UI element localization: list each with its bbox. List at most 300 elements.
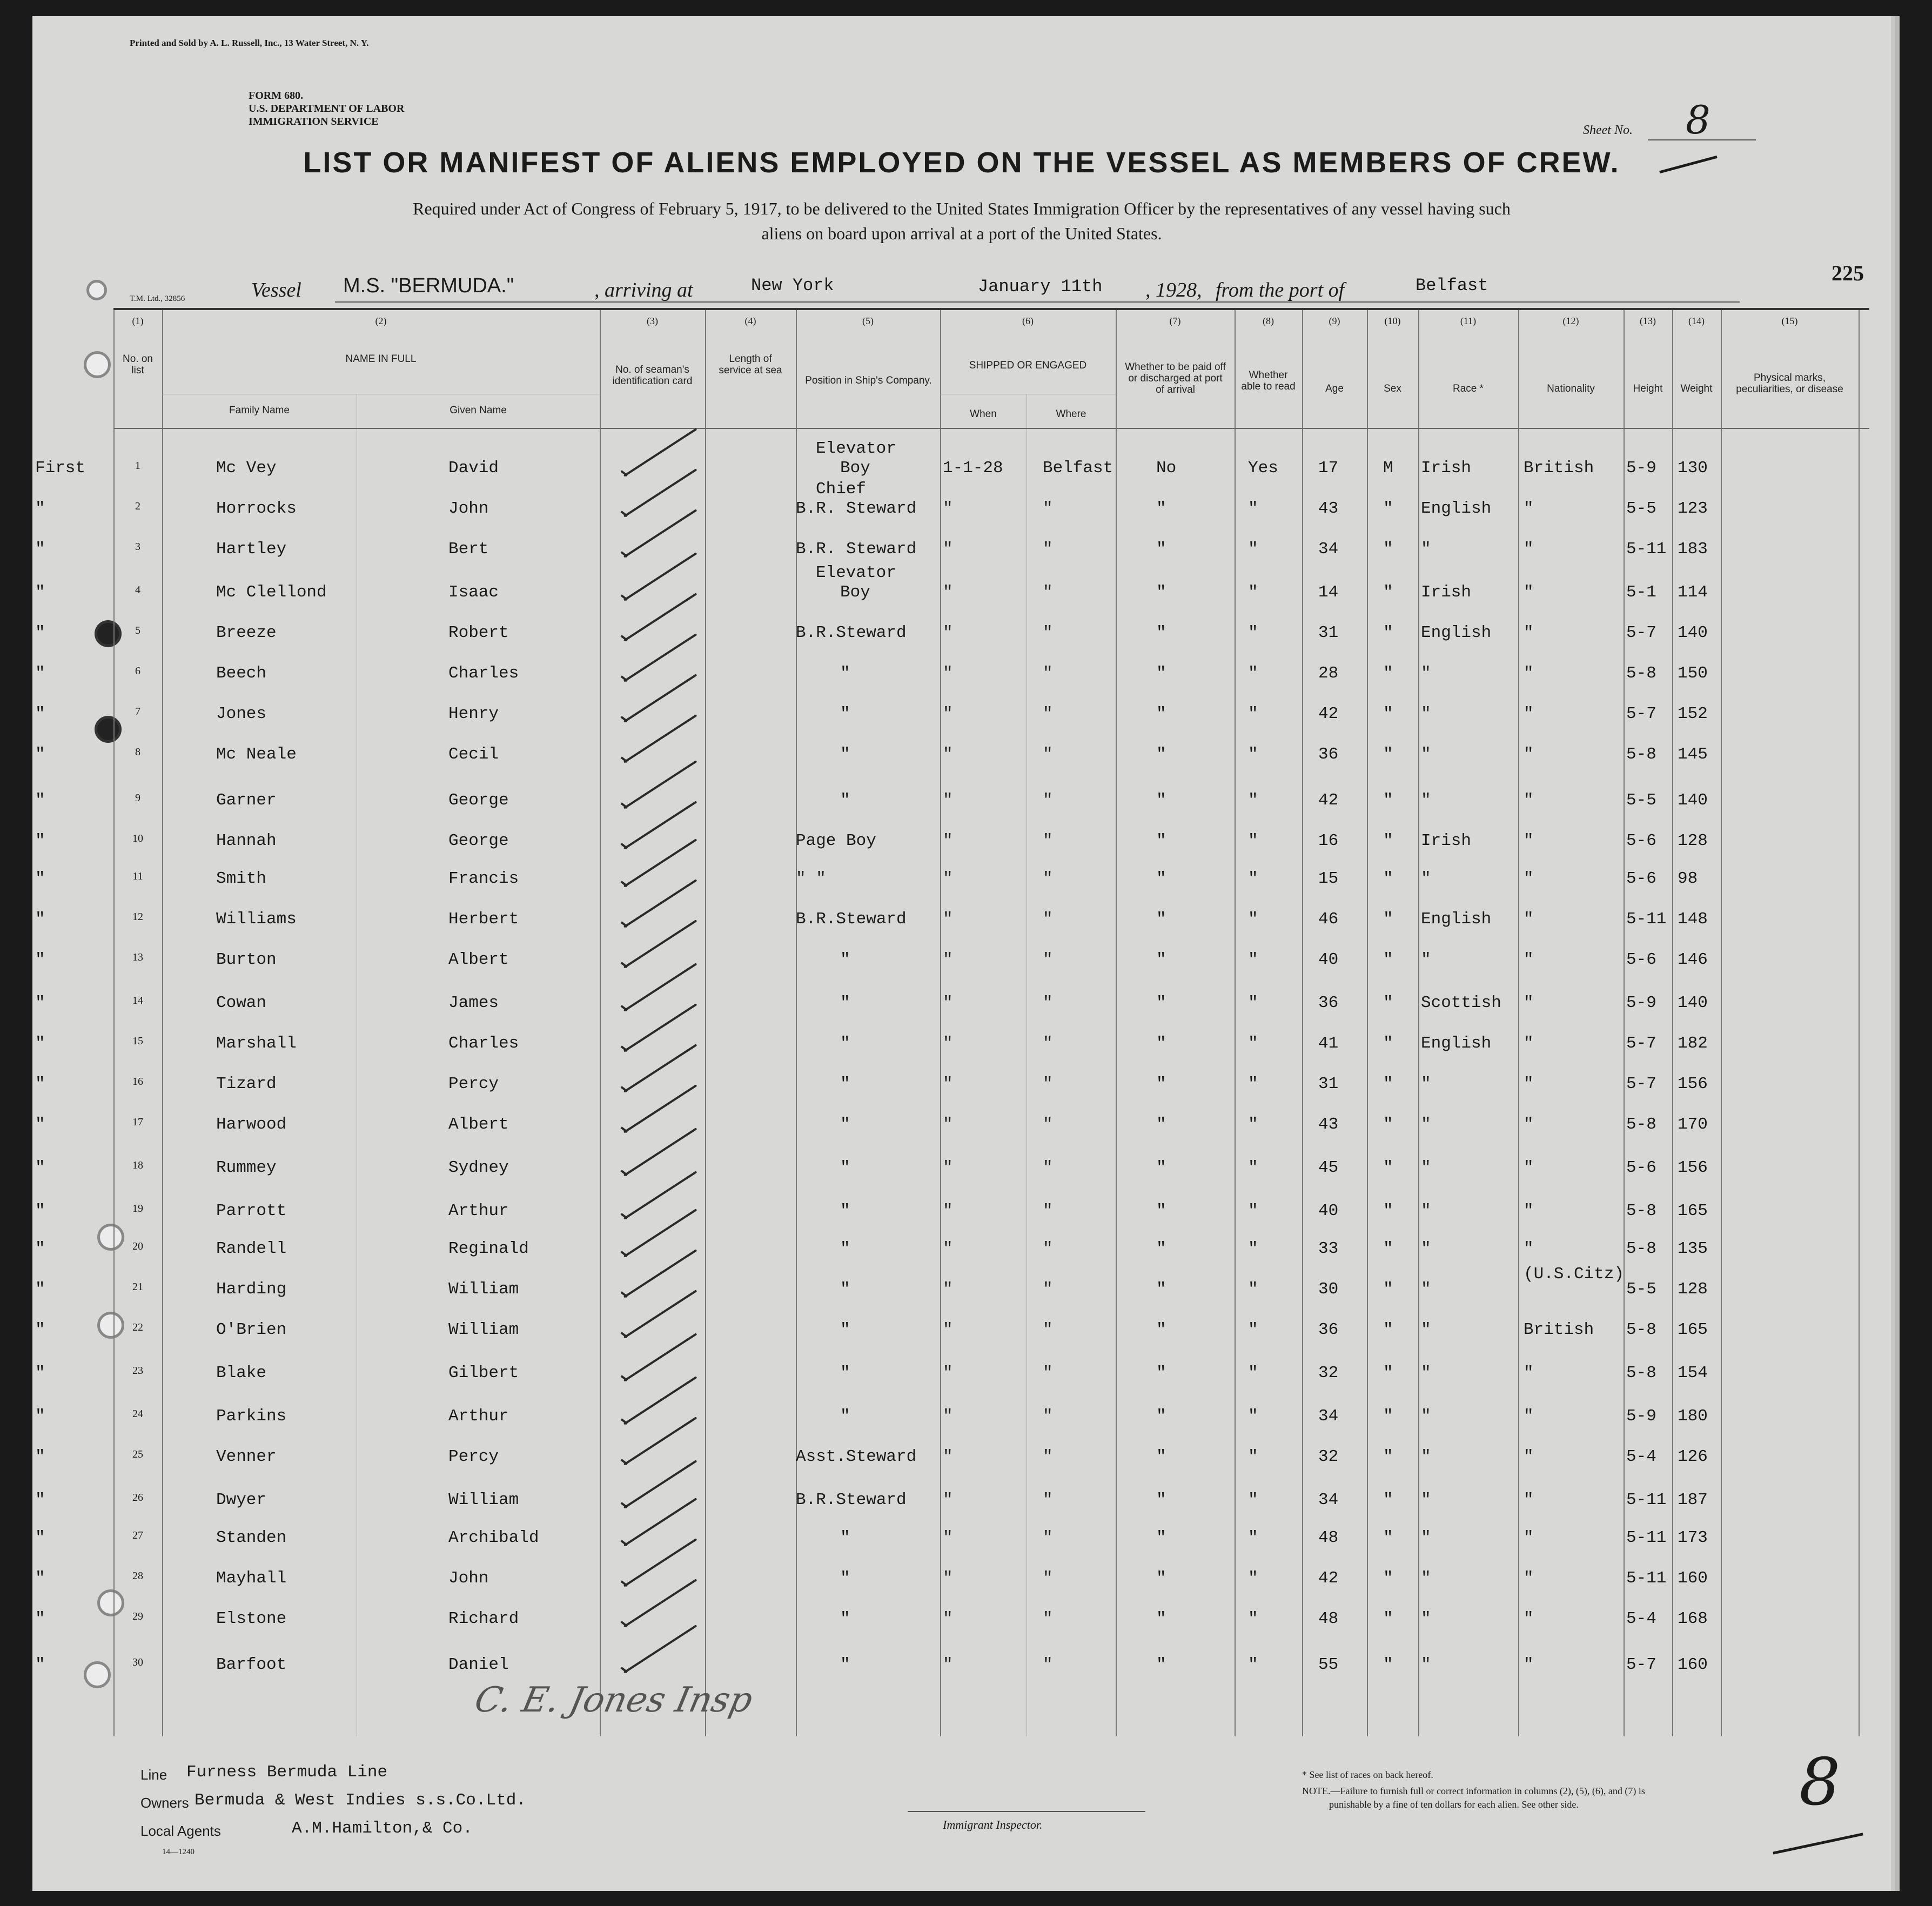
crew-paid-off: " [1156, 1034, 1166, 1053]
crew-shipped-when: " [943, 1280, 953, 1299]
crew-age: 42 [1318, 791, 1339, 810]
crew-nationality: " [1524, 1491, 1534, 1509]
crew-nationality: " [1524, 745, 1534, 764]
crew-row-number: 11 [132, 870, 143, 882]
crew-weight: 173 [1678, 1528, 1708, 1547]
crew-height: 5-8 [1626, 1364, 1656, 1382]
crew-row-prefix: " [35, 1320, 45, 1339]
col-3-header: No. of seaman's identification card [612, 364, 693, 387]
form-department: U.S. DEPARTMENT OF LABOR [249, 103, 405, 115]
crew-shipped-where: " [1043, 1491, 1053, 1509]
crew-shipped-when: " [943, 1491, 953, 1509]
crew-age: 32 [1318, 1364, 1339, 1382]
crew-shipped-where: " [1043, 869, 1053, 888]
crew-paid-off: " [1156, 1407, 1166, 1426]
crew-nationality: " [1524, 1407, 1534, 1426]
crew-nationality: " [1524, 1447, 1534, 1466]
col-4-number: (4) [744, 316, 756, 326]
crew-given-name: Francis [448, 869, 519, 888]
crew-shipped-when: " [943, 1609, 953, 1628]
crew-row-prefix: " [35, 1407, 45, 1426]
crew-given-name: Daniel [448, 1655, 509, 1674]
crew-row-prefix: " [35, 1528, 45, 1547]
crew-row-number: 29 [132, 1610, 143, 1622]
crew-shipped-when: " [943, 1202, 953, 1220]
crew-shipped-where: " [1043, 1158, 1053, 1177]
crew-weight: 168 [1678, 1609, 1708, 1628]
crew-shipped-where: " [1043, 1075, 1053, 1093]
crew-age: 34 [1318, 540, 1339, 559]
crew-weight: 128 [1678, 1280, 1708, 1299]
col-13-number: (13) [1640, 316, 1656, 326]
crew-weight: 165 [1678, 1202, 1708, 1220]
col-14-header: Weight [1680, 383, 1713, 394]
crew-position: B.R. Steward [796, 540, 917, 559]
crew-sex: " [1383, 1609, 1393, 1628]
crew-family-name: Dwyer [216, 1491, 267, 1509]
crew-shipped-when: " [943, 1407, 953, 1426]
crew-position: Asst.Steward [796, 1447, 917, 1466]
crew-age: 31 [1318, 1075, 1339, 1093]
crew-sex: " [1383, 950, 1393, 969]
col-15-number: (15) [1781, 316, 1798, 326]
crew-race: " [1421, 1239, 1431, 1258]
crew-sex: " [1383, 1202, 1393, 1220]
crew-able-to-read: " [1248, 1447, 1258, 1466]
crew-age: 16 [1318, 831, 1339, 850]
crew-height: 5-5 [1626, 499, 1656, 518]
crew-weight: 154 [1678, 1364, 1708, 1382]
id-card-check-mark [623, 879, 697, 928]
id-card-check-mark [623, 1417, 697, 1465]
crew-able-to-read: " [1248, 791, 1258, 810]
crew-able-to-read: " [1248, 1280, 1258, 1299]
crew-position: " [840, 664, 850, 683]
crew-age: 48 [1318, 1609, 1339, 1628]
crew-height: 5-5 [1626, 1280, 1656, 1299]
crew-row-number: 18 [132, 1159, 143, 1171]
crew-paid-off: " [1156, 910, 1166, 929]
crew-nationality: " [1524, 704, 1534, 723]
crew-family-name: Parkins [216, 1407, 287, 1426]
col-9-header: Age [1325, 383, 1344, 394]
crew-shipped-where: " [1043, 1609, 1053, 1628]
crew-age: 36 [1318, 745, 1339, 764]
col-6-number: (6) [1022, 316, 1034, 326]
crew-shipped-where: " [1043, 1034, 1053, 1053]
crew-age: 30 [1318, 1280, 1339, 1299]
crew-given-name: Arthur [448, 1202, 509, 1220]
sheet-number-label: Sheet No. [1583, 123, 1633, 137]
vessel-name: M.S. "BERMUDA." [343, 274, 514, 297]
crew-position: " [840, 1202, 850, 1220]
crew-able-to-read: " [1248, 1528, 1258, 1547]
crew-able-to-read: " [1248, 623, 1258, 642]
crew-weight: 140 [1678, 791, 1708, 810]
crew-family-name: Williams [216, 910, 297, 929]
crew-sex: " [1383, 1034, 1393, 1053]
crew-nationality: " [1524, 1202, 1534, 1220]
crew-shipped-where: " [1043, 1239, 1053, 1258]
crew-shipped-where: " [1043, 1407, 1053, 1426]
crew-nationality: " [1524, 1158, 1534, 1177]
crew-row-prefix: " [35, 1280, 45, 1299]
vessel-label: Vessel [251, 279, 301, 301]
crew-weight: 128 [1678, 831, 1708, 850]
arrival-year: , 1928, [1145, 279, 1202, 301]
col-4-header: Length of service at sea [719, 353, 782, 376]
crew-race: Scottish [1421, 994, 1501, 1012]
crew-able-to-read: " [1248, 869, 1258, 888]
crew-row-prefix: " [35, 910, 45, 929]
crew-height: 5-8 [1626, 745, 1656, 764]
crew-position: B.R.Steward [796, 1491, 907, 1509]
crew-given-name: John [448, 1569, 489, 1588]
crew-paid-off: " [1156, 1569, 1166, 1588]
crew-family-name: Smith [216, 869, 267, 888]
crew-row-prefix: " [35, 704, 45, 723]
crew-position: Boy [840, 583, 870, 602]
crew-paid-off: " [1156, 1239, 1166, 1258]
crew-shipped-when: " [943, 791, 953, 810]
race-note: * See list of races on back hereof. [1302, 1769, 1433, 1780]
col-10-header: Sex [1384, 383, 1401, 394]
crew-race: " [1421, 704, 1431, 723]
crew-family-name: Jones [216, 704, 267, 723]
crew-paid-off: " [1156, 745, 1166, 764]
crew-position: " [840, 791, 850, 810]
crew-row-prefix: " [35, 1609, 45, 1628]
owners-value: Bermuda & West Indies s.s.Co.Ltd. [194, 1791, 526, 1810]
crew-race: Irish [1421, 459, 1472, 478]
crew-row-number: 5 [135, 625, 140, 636]
arrival-date: January 11th [978, 277, 1103, 297]
crew-row-number: 21 [132, 1281, 143, 1293]
crew-paid-off: " [1156, 1202, 1166, 1220]
crew-race: " [1421, 950, 1431, 969]
crew-given-name: Arthur [448, 1407, 509, 1426]
crew-weight: 180 [1678, 1407, 1708, 1426]
crew-race: English [1421, 1034, 1492, 1053]
crew-family-name: Blake [216, 1364, 267, 1382]
crew-race: " [1421, 1528, 1431, 1547]
from-port-label: from the port of [1216, 279, 1345, 301]
crew-family-name: Barfoot [216, 1655, 287, 1674]
crew-weight: 156 [1678, 1158, 1708, 1177]
crew-race: " [1421, 1202, 1431, 1220]
agents-value: A.M.Hamilton,& Co. [292, 1819, 473, 1838]
printer-imprint: Printed and Sold by A. L. Russell, Inc., 13 Water Street, N. Y. [130, 38, 369, 48]
crew-position: " [840, 1320, 850, 1339]
crew-paid-off: " [1156, 831, 1166, 850]
crew-given-name: William [448, 1280, 519, 1299]
crew-given-name: Archibald [448, 1528, 539, 1547]
col-12-number: (12) [1562, 316, 1579, 326]
id-card-check-mark [623, 801, 697, 849]
col-8-header: Whether able to read [1241, 370, 1296, 392]
crew-given-name: Gilbert [448, 1364, 519, 1382]
id-card-check-mark [623, 1209, 697, 1257]
footer-form-code: 14—1240 [162, 1848, 194, 1856]
crew-given-name: Herbert [448, 910, 519, 929]
crew-height: 5-6 [1626, 831, 1656, 850]
crew-race: English [1421, 499, 1492, 518]
crew-paid-off: " [1156, 1447, 1166, 1466]
crew-family-name: Standen [216, 1528, 287, 1547]
crew-given-name: Reginald [448, 1239, 529, 1258]
crew-family-name: O'Brien [216, 1320, 287, 1339]
id-card-check-mark [623, 1579, 697, 1627]
crew-row-prefix: " [35, 1491, 45, 1509]
crew-shipped-where: " [1043, 1202, 1053, 1220]
crew-given-name: George [448, 791, 509, 810]
crew-shipped-when: " [943, 623, 953, 642]
crew-paid-off: " [1156, 869, 1166, 888]
id-card-check-mark [623, 1538, 697, 1587]
id-card-check-mark [623, 760, 697, 809]
crew-row-prefix: " [35, 791, 45, 810]
crew-shipped-where: " [1043, 583, 1053, 602]
crew-family-name: Garner [216, 791, 277, 810]
crew-position: " [840, 1364, 850, 1382]
id-card-check-mark [623, 1290, 697, 1338]
crew-height: 5-7 [1626, 623, 1656, 642]
crew-nationality: (U.S.Citz) [1524, 1265, 1625, 1284]
crew-race: " [1421, 1407, 1431, 1426]
crew-family-name: Breeze [216, 623, 277, 642]
crew-given-name: Charles [448, 664, 519, 683]
id-card-check-mark [623, 838, 697, 887]
crew-race: " [1421, 745, 1431, 764]
crew-height: 5-7 [1626, 1034, 1656, 1053]
col-2b-header: Given Name [450, 405, 507, 416]
crew-family-name: Parrott [216, 1202, 287, 1220]
crew-race: " [1421, 791, 1431, 810]
crew-shipped-when: " [943, 1034, 953, 1053]
crew-given-name: Albert [448, 950, 509, 969]
col-13-header: Height [1633, 383, 1663, 394]
crew-weight: 126 [1678, 1447, 1708, 1466]
crew-position: B.R.Steward [796, 623, 907, 642]
crew-race: " [1421, 869, 1431, 888]
crew-age: 48 [1318, 1528, 1339, 1547]
crew-able-to-read: Yes [1248, 459, 1278, 478]
crew-family-name: Beech [216, 664, 267, 683]
crew-able-to-read: " [1248, 1034, 1258, 1053]
crew-race: " [1421, 1280, 1431, 1299]
crew-paid-off: " [1156, 791, 1166, 810]
crew-family-name: Harding [216, 1280, 287, 1299]
crew-shipped-when: " [943, 831, 953, 850]
crew-row-number: 24 [132, 1408, 143, 1420]
crew-family-name: Randell [216, 1239, 287, 1258]
crew-position: B.R.Steward [796, 910, 907, 929]
crew-paid-off: " [1156, 499, 1166, 518]
crew-row-prefix: " [35, 1075, 45, 1093]
crew-height: 5-9 [1626, 994, 1656, 1012]
crew-nationality: British [1524, 1320, 1594, 1339]
crew-shipped-when: " [943, 1364, 953, 1382]
crew-position: " [840, 704, 850, 723]
col-7-number: (7) [1169, 316, 1181, 326]
crew-row-prefix: " [35, 1569, 45, 1588]
crew-age: 34 [1318, 1491, 1339, 1509]
crew-given-name: William [448, 1491, 519, 1509]
crew-height: 5-11 [1626, 1491, 1667, 1509]
crew-position: " [840, 1569, 850, 1588]
id-card-check-mark [623, 1333, 697, 1381]
crew-nationality: " [1524, 994, 1534, 1012]
crew-able-to-read: " [1248, 540, 1258, 559]
crew-position: " [840, 1239, 850, 1258]
sheet-number-value: 8 [1686, 97, 1710, 143]
crew-nationality: " [1524, 1569, 1534, 1588]
crew-nationality: " [1524, 1115, 1534, 1134]
crew-age: 42 [1318, 704, 1339, 723]
form-service: IMMIGRATION SERVICE [249, 116, 379, 127]
crew-row-number: 4 [135, 584, 140, 596]
crew-position: Boy [840, 459, 870, 478]
crew-shipped-when: " [943, 994, 953, 1012]
crew-given-name: James [448, 994, 499, 1012]
crew-paid-off: " [1156, 1320, 1166, 1339]
crew-height: 5-6 [1626, 869, 1656, 888]
crew-nationality: " [1524, 664, 1534, 683]
crew-weight: 156 [1678, 1075, 1708, 1093]
col-5-number: (5) [862, 316, 874, 326]
crew-shipped-when: 1-1-28 [943, 459, 1003, 478]
crew-age: 17 [1318, 459, 1339, 478]
id-card-check-mark [623, 633, 697, 682]
crew-nationality: " [1524, 540, 1534, 559]
crew-shipped-when: " [943, 1075, 953, 1093]
crew-shipped-when: " [943, 704, 953, 723]
crew-shipped-when: " [943, 1320, 953, 1339]
crew-able-to-read: " [1248, 1239, 1258, 1258]
crew-sex: " [1383, 1320, 1393, 1339]
crew-given-name: Albert [448, 1115, 509, 1134]
crew-age: 36 [1318, 1320, 1339, 1339]
crew-able-to-read: " [1248, 745, 1258, 764]
crew-nationality: " [1524, 623, 1534, 642]
crew-row-prefix: " [35, 1655, 45, 1674]
crew-shipped-when: " [943, 745, 953, 764]
crew-sex: " [1383, 623, 1393, 642]
crew-nationality: " [1524, 1034, 1534, 1053]
crew-family-name: Cowan [216, 994, 267, 1012]
crew-shipped-when: " [943, 583, 953, 602]
crew-position-line-1: Chief [816, 480, 867, 499]
crew-family-name: Hannah [216, 831, 277, 850]
crew-height: 5-4 [1626, 1609, 1656, 1628]
crew-able-to-read: " [1248, 1609, 1258, 1628]
crew-weight: 130 [1678, 459, 1708, 478]
crew-paid-off: No [1156, 459, 1177, 478]
crew-height: 5-7 [1626, 704, 1656, 723]
id-card-check-mark [623, 963, 697, 1011]
form-number: FORM 680. [249, 90, 304, 102]
crew-shipped-when: " [943, 664, 953, 683]
crew-age: 40 [1318, 1202, 1339, 1220]
crew-sex: " [1383, 745, 1393, 764]
corner-mark: 8 [1799, 1745, 1841, 1820]
crew-sex: " [1383, 1491, 1393, 1509]
crew-given-name: William [448, 1320, 519, 1339]
owners-label: Owners [140, 1795, 189, 1811]
crew-row-prefix: First [35, 459, 86, 478]
crew-shipped-where: " [1043, 950, 1053, 969]
crew-height: 5-7 [1626, 1655, 1656, 1674]
crew-given-name: Henry [448, 704, 499, 723]
crew-age: 41 [1318, 1034, 1339, 1053]
crew-paid-off: " [1156, 583, 1166, 602]
id-card-check-mark [623, 1460, 697, 1508]
crew-position: " [840, 1034, 850, 1053]
crew-shipped-where: " [1043, 499, 1053, 518]
col-8-number: (8) [1263, 316, 1274, 326]
crew-height: 5-9 [1626, 1407, 1656, 1426]
crew-race: Irish [1421, 831, 1472, 850]
crew-row-prefix: " [35, 1239, 45, 1258]
crew-sex: " [1383, 1407, 1393, 1426]
crew-shipped-where: " [1043, 1528, 1053, 1547]
crew-family-name: Venner [216, 1447, 277, 1466]
crew-paid-off: " [1156, 950, 1166, 969]
id-card-check-mark [623, 428, 697, 476]
crew-able-to-read: " [1248, 704, 1258, 723]
crew-shipped-where: " [1043, 1280, 1053, 1299]
crew-shipped-where: " [1043, 1569, 1053, 1588]
crew-sex: " [1383, 499, 1393, 518]
crew-race: " [1421, 1115, 1431, 1134]
crew-given-name: David [448, 459, 499, 478]
crew-able-to-read: " [1248, 499, 1258, 518]
id-card-check-mark [623, 468, 697, 517]
punch-hole [84, 351, 111, 378]
crew-able-to-read: " [1248, 950, 1258, 969]
id-card-check-mark [623, 1376, 697, 1425]
crew-weight: 183 [1678, 540, 1708, 559]
col-11-number: (11) [1460, 316, 1477, 326]
crew-nationality: " [1524, 910, 1534, 929]
crew-paid-off: " [1156, 994, 1166, 1012]
page-number: 225 [1832, 261, 1864, 285]
col-2-header: NAME IN FULL [345, 353, 417, 365]
crew-given-name: Isaac [448, 583, 499, 602]
crew-position: " [840, 745, 850, 764]
crew-row-prefix: " [35, 994, 45, 1012]
crew-table [35, 308, 1869, 1736]
penalty-note-2: punishable by a fine of ten dollars for each alien. See other side. [1329, 1799, 1579, 1810]
crew-row-prefix: " [35, 950, 45, 969]
crew-row-prefix: " [35, 583, 45, 602]
crew-family-name: Hartley [216, 540, 287, 559]
inspector-label: Immigrant Inspector. [943, 1818, 1043, 1831]
crew-shipped-when: " [943, 950, 953, 969]
id-card-check-mark [623, 593, 697, 641]
crew-row-number: 28 [132, 1570, 143, 1582]
crew-row-prefix: " [35, 831, 45, 850]
manifest-sheet [32, 16, 1891, 1891]
crew-sex: " [1383, 583, 1393, 602]
crew-paid-off: " [1156, 704, 1166, 723]
crew-shipped-when: " [943, 1158, 953, 1177]
crew-row-number: 22 [132, 1321, 143, 1333]
crew-shipped-when: " [943, 1655, 953, 1674]
crew-position-line-1: Elevator [816, 563, 896, 582]
crew-weight: 182 [1678, 1034, 1708, 1053]
crew-able-to-read: " [1248, 831, 1258, 850]
